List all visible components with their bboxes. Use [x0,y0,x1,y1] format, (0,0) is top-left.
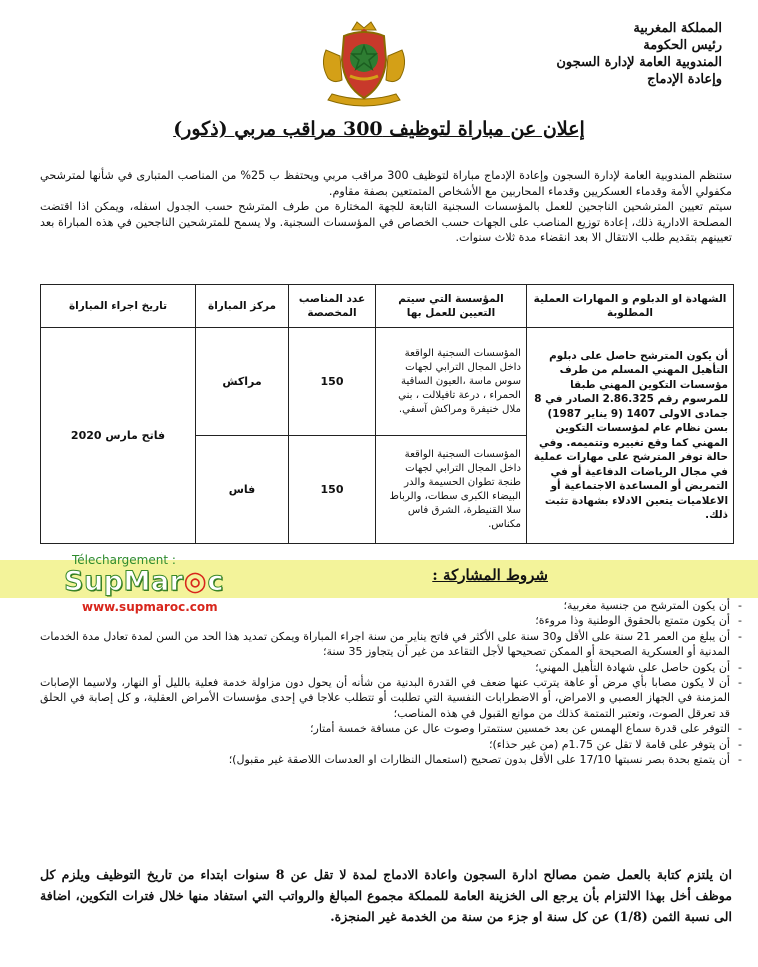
institution-cell: المؤسسات السجنية الواقعة داخل المجال الترابي لجهات سوس ماسة ،العيون الساقية الحمراء ، درعة تافيلالت ، بني ملال خنيفرة ومراكش آسفي. [376,328,527,436]
header-date: تاريخ اجراء المباراة [41,285,196,328]
header-delegation: المندوبية العامة لإدارة السجون [556,55,722,70]
institution-cell: المؤسسات السجنية الواقعة داخل المجال الترابي لجهات طنجة تطوان الحسيمة والدر البيضاء الكبرى سطات، والرباط سلا القنيطرة، الشرق فاس مكناس. [376,436,527,544]
announcement-title [0,118,758,140]
conditions-title: شروط المشاركة : [432,566,548,584]
list-item: - أن يتوفر على قامة لا تقل عن 1.75م (من غير حذاء)؛ [40,737,730,752]
intro-paragraph-2: سيتم تعيين المترشحين الناجحين للعمل بالمؤسسات السجنية التابعة للجهة المختارة من طرف المترشح حسب الجدول اسفله، ويمكن اذا اقتضت المصلحة الادارية ذلك، إعادة توزيع المناصب على الجهات حسب الخصاص في المؤسسات السجنية. ولا يسمح للمترشحين الناجحين في هذه المباراة بعد تعيينهم بتقديم طلب الانتقال الا بعد انقضاء مدة ثلاث سنوات. [40,200,732,244]
list-item: - أن يكون المترشح من جنسية مغربية؛ [40,598,730,613]
header-kingdom: المملكة المغربية [633,21,722,36]
list-item: - أن يكون حاصل على شهادة التأهيل المهني؛ [40,660,730,675]
watermark-logo [64,566,224,597]
header-reintegration: وإعادة الإدماج [647,72,722,87]
list-item: - التوفر على قدرة سماع الهمس عن بعد خمسين سنتمترا وصوت عال عن مسافة خمسة أمتار؛ [40,721,730,736]
table-header-row [41,285,734,328]
watermark-label: Télechargement : [72,553,176,567]
conditions-list [40,598,746,767]
header-posts: عدد المناصب المخصصة [289,285,376,328]
intro-paragraph-1: ستنظم المندوبية العامة لإدارة السجون وإعادة الإدماج مباراة لتوظيف 300 مراقب مربي ويحتفظ ب 25% من المناصب المتبارى في شأنها لمترشحي مكفولي الأمة وقدماء العسكريين وقدماء المحاربين مع الأشخاص المتمتعين بصفة مقاوم. [40,169,732,198]
list-item: - أن يكون متمتع بالحقوق الوطنية وذا مروءة؛ [40,613,730,628]
table-row [41,328,734,436]
posts-cell: 150 [289,328,376,436]
exam-date: فاتح مارس 2020 [41,328,196,544]
posts-cell: 150 [289,436,376,544]
watermark-url: www.supmaroc.com [82,600,218,614]
header-center: مركز المباراة [196,285,289,328]
logo-accent-icon: ◎ [183,566,208,597]
header-government: رئيس الحكومة [643,38,722,53]
center-cell: فاس [196,436,289,544]
header-certificate: الشهادة او الدبلوم و المهارات العملية المطلوبة [527,285,734,328]
certificate-requirement: أن يكون المترشح حاصل على دبلوم التأهيل المهني المسلم من طرف مؤسسات التكوين المهني طبقا للمرسوم رقم 2.86.325 الصادر في 8 جمادى الاولى 1407 (9 يناير 1987) بسن نظام عام لمؤسسات التكوين المهني كما وقع تغييره وتتميمه. وفي حالة توفر المترشح على مهارات عملية في مجال الرياضات الدفاعية أو في التمريض أو المساعدة الاجتماعية أو الاعلاميات يتعين الادلاء بشهادة تثبت ذلك. [527,328,734,544]
header-institution: المؤسسة التي سيتم التعيين للعمل بها [376,285,527,328]
watermark-logo-part-a: SupMar [64,566,184,597]
list-item: - أن يبلغ من العمر 21 سنة على الأقل و30 سنة على الأكثر في فاتح يناير من سنة اجراء المباراة ويمكن تمديد هذا الحد من السن لمدة تعادل مدة الخدمات المدنية أو العسكرية الصحيحة أو الممكن تصحيحها لأجل التقاعد من غير أن يتجاوز 35 سنة؛ [40,629,730,660]
intro-section [40,168,732,246]
institution-header [422,20,722,88]
royal-coat-of-arms-icon [314,20,414,112]
announcement-title-text: إعلان عن مباراة لتوظيف 300 مراقب مربي (ذكور) [173,118,585,140]
posts-table [40,284,734,544]
center-cell: مراكش [196,328,289,436]
commitment-paragraph: ان يلتزم كتابة بالعمل ضمن مصالح ادارة السجون واعادة الادماج لمدة لا تقل عن 8 سنوات ابتداء من تاريخ التوظيف ويلزم كل موظف أخل بهذا الالتزام بأن يرجع الى الخزينة العامة للمملكة مجموع المبالغ والرواتب التي استفاد منها خلال فترات التكوين، اضافة الى نسبة الثمن (1/8) عن كل سنة او جزء من سنة من الخدمة غير المنجزة. [40,867,733,924]
list-item: - أن لا يكون مصابا بأي مرض أو عاهة يترتب عنها ضعف في القدرة البدنية من شأنه أن يحول دون مزاولة خدمة فعلية بالليل أو النهار، ولاسيما الإصابات المزمنة في الجهاز العصبي و الامراض، أو الاضطرابات النفسية التي تطلبت أو تتطلب علاجا في إحدى مؤسسات الأمراض العقلية، و كل إصابة في الحلق قد تعرقل الصوت، وتعتبر التمتمة كذلك من موانع القبول في هذه المناصب؛ [40,675,730,721]
list-item: - أن يتمتع بحدة بصر نسبتها 17/10 على الأقل بدون تصحيح (استعمال النظارات او العدسات اللاصقة غير مقبول)؛ [40,752,730,767]
watermark-logo-part-b: c [207,566,224,597]
